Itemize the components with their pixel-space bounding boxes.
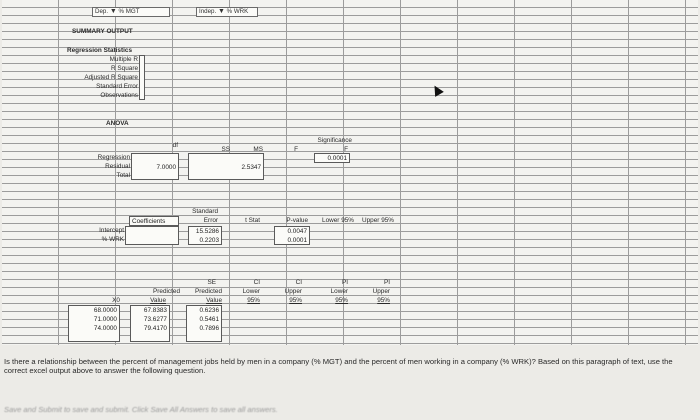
predicted-header: Predicted (153, 288, 180, 295)
predicted-row-1: 67.8383 (143, 307, 167, 314)
ci-lower-header: Lower (242, 288, 260, 295)
x0-row-1: 68.0000 (93, 307, 117, 314)
summary-output-title: SUMMARY OUTPUT (72, 28, 133, 35)
anova-ms-header: MS (253, 146, 263, 153)
anova-df-input[interactable] (131, 153, 179, 180)
anova-regression-sig-f: 0.0001 (327, 155, 347, 162)
wrk-label: % WRK (101, 236, 124, 243)
standard-error-label: Standard Error (96, 83, 138, 90)
se-values (186, 305, 222, 342)
multiple-r-label: Multiple R (109, 56, 138, 63)
anova-title: ANOVA (106, 120, 129, 127)
dep-label: Dep. (95, 8, 109, 15)
intercept-label: Intercept (99, 227, 124, 234)
r-square-label: R Square (111, 65, 138, 72)
anova-f-header: F (294, 146, 298, 153)
save-instructions: Save and Submit to save and submit. Click Save All Answers to save all answers. (4, 405, 278, 414)
pi-lower-pct-header: 95% (335, 297, 348, 304)
predicted-values (130, 305, 170, 342)
coefficients-header: Coefficients (129, 216, 179, 226)
pi-lower-header: Lower (330, 288, 348, 295)
intercept-p-value: 0.0047 (287, 228, 307, 235)
anova-ss-ms-input[interactable] (188, 153, 264, 180)
mouse-cursor-icon (430, 83, 444, 97)
pi-upper-header: Upper (372, 288, 390, 295)
dep-header-cell (92, 7, 170, 17)
t-stat-header: t Stat (245, 217, 260, 224)
predicted-row-3: 79.4170 (143, 325, 167, 332)
se-row-3: 0.7896 (199, 325, 219, 332)
ci-upper-top-header: CI (295, 279, 302, 286)
pi-lower-top-header: PI (341, 279, 348, 286)
standard-header: Standard (192, 208, 218, 215)
wrk-p-value: 0.0001 (287, 237, 307, 244)
wrk-standard-error: 0.2203 (199, 237, 219, 244)
anova-residual-ms: 2.5347 (241, 164, 261, 171)
predicted-value-header: Value (150, 297, 166, 304)
error-header: Error (203, 217, 218, 224)
se-predicted-header: Predicted (195, 288, 222, 295)
observations-label: Observations (100, 92, 138, 99)
upper-95-header: Upper 95% (362, 217, 394, 224)
se-value-header: Value (206, 297, 222, 304)
predicted-row-2: 73.6277 (143, 316, 167, 323)
ci-lower-top-header: CI (253, 279, 260, 286)
x0-row-2: 71.0000 (93, 316, 117, 323)
x0-row-3: 74.0000 (93, 325, 117, 332)
dropdown-arrow-icon[interactable]: ▼ (217, 8, 225, 15)
pi-upper-pct-header: 95% (377, 297, 390, 304)
regression-statistics-input[interactable] (139, 55, 145, 100)
standard-error-values (188, 226, 222, 245)
p-value-header: P-value (286, 217, 308, 224)
anova-residual-label: Residual (105, 163, 130, 170)
anova-df-header: df (172, 142, 178, 149)
indep-value: % WRK (226, 8, 249, 15)
anova-regression-label: Regression (97, 154, 130, 161)
ci-upper-pct-header: 95% (289, 297, 302, 304)
anova-sig-f-input[interactable] (314, 153, 350, 163)
se-header: SE (207, 279, 216, 286)
anova-residual-df: 7.0000 (156, 164, 176, 171)
indep-header-cell (196, 7, 258, 17)
x0-header: X0 (112, 297, 120, 304)
coefficients-input[interactable] (125, 226, 179, 245)
question-text (4, 357, 694, 375)
intercept-standard-error: 15.5286 (195, 228, 219, 235)
x0-values (68, 305, 120, 342)
dropdown-arrow-icon[interactable]: ▼ (109, 8, 117, 15)
dep-value: % MGT (118, 8, 140, 15)
p-value-values (274, 226, 310, 245)
adjusted-r-square-label: Adjusted R Square (84, 74, 138, 81)
question-paragraph: Is there a relationship between the percent of management jobs held by men in a company (% MGT) and the percent of men working in a company (% WRK)? Based on this paragraph of text, use the correct excel output above to answer the following question. (4, 357, 673, 375)
se-row-1: 0.6236 (199, 307, 219, 314)
se-row-2: 0.5461 (199, 316, 219, 323)
excel-output-sheet (2, 0, 698, 345)
ci-lower-pct-header: 95% (247, 297, 260, 304)
ci-upper-header: Upper (284, 288, 302, 295)
anova-significance-f-header: F (344, 146, 348, 153)
lower-95-header: Lower 95% (322, 217, 354, 224)
anova-total-label: Total (116, 172, 130, 179)
indep-label: Indep. (199, 8, 217, 15)
regression-statistics-title: Regression Statistics (67, 47, 132, 54)
anova-ss-header: SS (221, 146, 230, 153)
pi-upper-top-header: PI (383, 279, 390, 286)
anova-significance-header: Significance (317, 137, 352, 144)
